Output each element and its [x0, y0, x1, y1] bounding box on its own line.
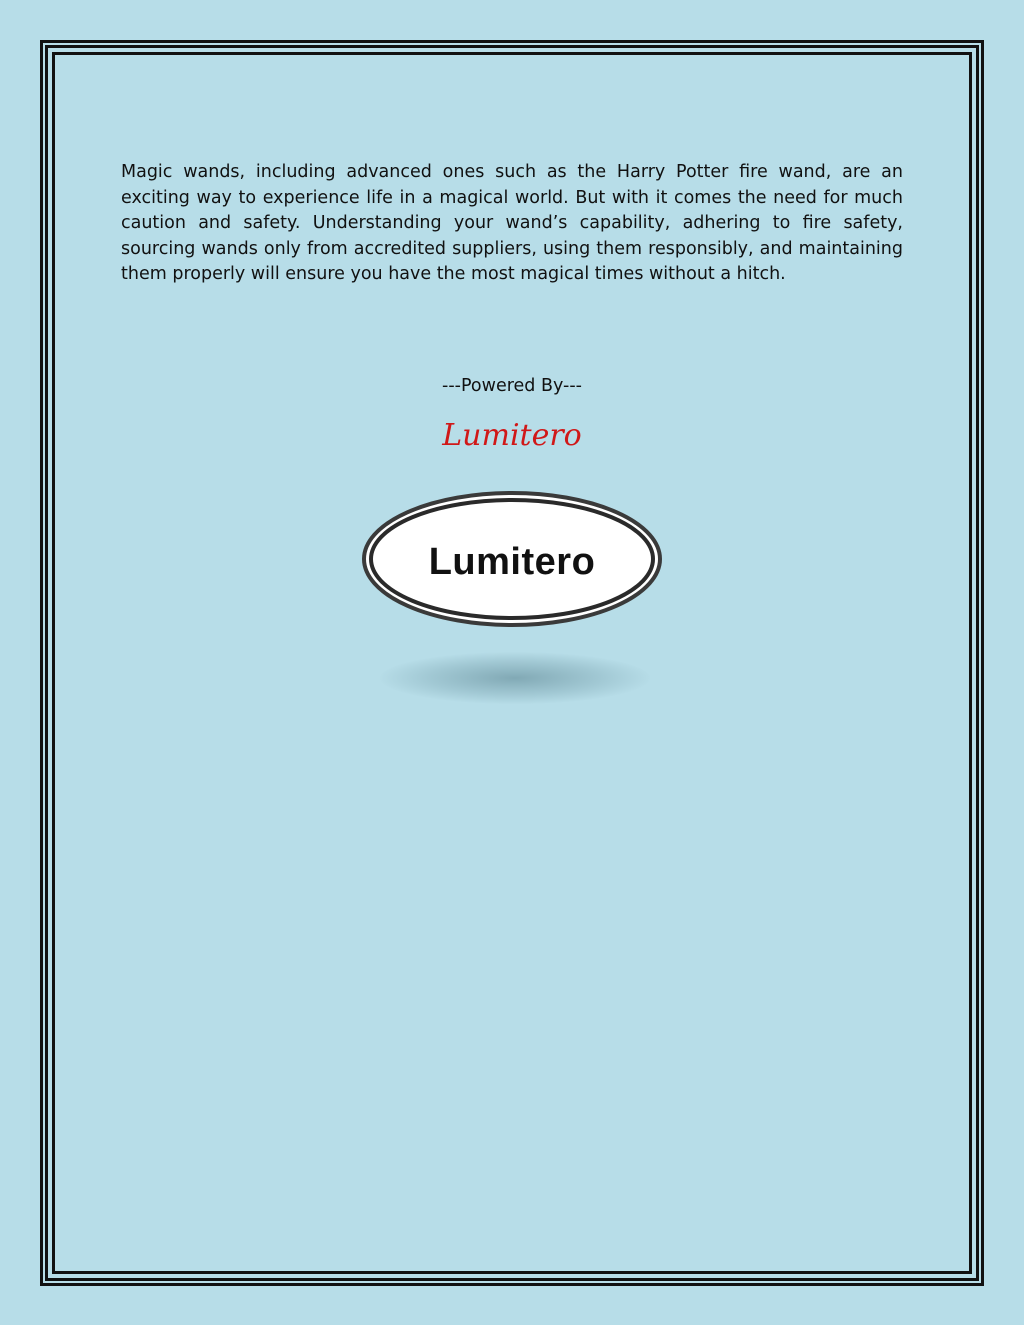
brand-name-link[interactable]: Lumitero: [442, 418, 582, 453]
powered-by-label: ---Powered By---: [442, 376, 582, 396]
body-paragraph: Magic wands, including advanced ones such as the Harry Potter fire wand, are an exciting way to experience life in a magical world. But with it comes the need for much caution and safety. Understanding your wand’s capability, adhering to fire safety, sourcing wands only from accredited suppliers, using them responsibly, and maintaining them properly will ensure you have the most magical times without a hitch.: [121, 162, 903, 285]
logo-text: Lumitero: [428, 541, 596, 584]
lumitero-logo: [362, 490, 662, 628]
logo-shadow: [380, 652, 650, 704]
